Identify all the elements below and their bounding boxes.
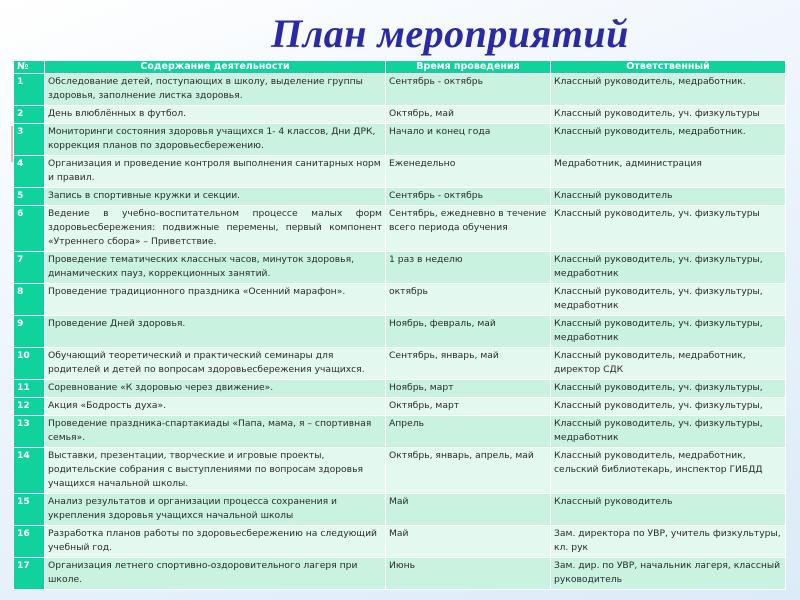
responsible-cell: Классный руководитель, уч. физкультуры, медработник bbox=[551, 284, 786, 316]
time-cell: Сентябрь, январь, май bbox=[386, 348, 551, 380]
header-number: № bbox=[14, 61, 45, 74]
time-cell: Октябрь, май bbox=[386, 106, 551, 124]
time-cell: Октябрь, март bbox=[386, 398, 551, 416]
row-number: 15 bbox=[14, 494, 45, 526]
row-number: 17 bbox=[14, 558, 45, 590]
responsible-cell: Классный руководитель bbox=[551, 494, 786, 526]
table-header-row bbox=[14, 61, 786, 74]
time-cell: Ноябрь, февраль, май bbox=[386, 316, 551, 348]
row-number: 3 bbox=[14, 124, 45, 156]
activity-cell: День влюблённых в футбол. bbox=[45, 106, 386, 124]
time-cell: Сентябрь - октябрь bbox=[386, 188, 551, 206]
table-row bbox=[14, 206, 786, 252]
row-number: 11 bbox=[14, 380, 45, 398]
responsible-cell: Классный руководитель bbox=[551, 188, 786, 206]
activity-cell: Акция «Бодрость духа». bbox=[45, 398, 386, 416]
time-cell: Октябрь, январь, апрель, май bbox=[386, 448, 551, 494]
responsible-cell: Классный руководитель, медработник. bbox=[551, 74, 786, 106]
table-row bbox=[14, 284, 786, 316]
table-row bbox=[14, 558, 786, 590]
row-number: 7 bbox=[14, 252, 45, 284]
responsible-cell: Классный руководитель, уч. физкультуры, bbox=[551, 380, 786, 398]
row-number: 4 bbox=[14, 156, 45, 188]
table-row bbox=[14, 348, 786, 380]
row-number: 14 bbox=[14, 448, 45, 494]
row-number: 13 bbox=[14, 416, 45, 448]
activity-cell: Ведение в учебно-воспитательном процессе малых форм здоровьесбережения: подвижные перемены, первый компонент «Утреннего сбора» – Приветствие. bbox=[45, 206, 386, 252]
time-cell: октябрь bbox=[386, 284, 551, 316]
activity-cell: Запись в спортивные кружки и секции. bbox=[45, 188, 386, 206]
table-row bbox=[14, 252, 786, 284]
row-number: 2 bbox=[14, 106, 45, 124]
time-cell: Сентябрь - октябрь bbox=[386, 74, 551, 106]
row-number: 9 bbox=[14, 316, 45, 348]
time-cell: 1 раз в неделю bbox=[386, 252, 551, 284]
table-row bbox=[14, 156, 786, 188]
table-row bbox=[14, 106, 786, 124]
table-row bbox=[14, 316, 786, 348]
activity-cell: Проведение тематических классных часов, минуток здоровья, динамических пауз, коррекционных занятий. bbox=[45, 252, 386, 284]
responsible-cell: Классный руководитель, медработник, директор СДК bbox=[551, 348, 786, 380]
activity-cell: Обследование детей, поступающих в школу, выделение группы здоровья, заполнение листка здоровья. bbox=[45, 74, 386, 106]
table-row bbox=[14, 380, 786, 398]
activity-cell: Соревнование «К здоровью через движение». bbox=[45, 380, 386, 398]
table-row bbox=[14, 526, 786, 558]
time-cell: Еженедельно bbox=[386, 156, 551, 188]
activity-cell: Проведение праздника-спартакиады «Папа, мама, я – спортивная семья». bbox=[45, 416, 386, 448]
header-time: Время проведения bbox=[386, 61, 551, 74]
table-row bbox=[14, 124, 786, 156]
responsible-cell: Зам. дир. по УВР, начальник лагеря, классный руководитель bbox=[551, 558, 786, 590]
time-cell: Начало и конец года bbox=[386, 124, 551, 156]
time-cell: Апрель bbox=[386, 416, 551, 448]
row-number: 1 bbox=[14, 74, 45, 106]
table-row bbox=[14, 74, 786, 106]
row-number: 8 bbox=[14, 284, 45, 316]
responsible-cell: Классный руководитель, уч. физкультуры, медработник bbox=[551, 252, 786, 284]
responsible-cell: Классный руководитель, уч. физкультуры bbox=[551, 106, 786, 124]
table-row bbox=[14, 494, 786, 526]
responsible-cell: Медработник, администрация bbox=[551, 156, 786, 188]
activity-cell: Организация и проведение контроля выполнения санитарных норм и правил. bbox=[45, 156, 386, 188]
time-cell: Ноябрь, март bbox=[386, 380, 551, 398]
activity-cell: Выставки, презентации, творческие и игровые проекты, родительские собрания с выступлениями по вопросам здоровья учащихся начальной школы. bbox=[45, 448, 386, 494]
events-plan-table bbox=[13, 60, 786, 590]
time-cell: Сентябрь, ежедневно в течение всего периода обучения bbox=[386, 206, 551, 252]
responsible-cell: Классный руководитель, уч. физкультуры, медработник bbox=[551, 416, 786, 448]
responsible-cell: Классный руководитель, уч. физкультуры, медработник bbox=[551, 316, 786, 348]
table-row bbox=[14, 188, 786, 206]
header-activity: Содержание деятельности bbox=[45, 61, 386, 74]
activity-cell: Разработка планов работы по здоровьесбережению на следующий учебный год. bbox=[45, 526, 386, 558]
responsible-cell: Зам. директора по УВР, учитель физкультуры, кл. рук bbox=[551, 526, 786, 558]
activity-cell: Обучающий теоретический и практический семинары для родителей и детей по вопросам здоровьесбережения учащихся. bbox=[45, 348, 386, 380]
header-responsible: Ответственный bbox=[551, 61, 786, 74]
time-cell: Июнь bbox=[386, 558, 551, 590]
responsible-cell: Классный руководитель, уч. физкультуры bbox=[551, 206, 786, 252]
row-number: 5 bbox=[14, 188, 45, 206]
row-number: 10 bbox=[14, 348, 45, 380]
activity-cell: Проведение Дней здоровья. bbox=[45, 316, 386, 348]
table-row bbox=[14, 448, 786, 494]
page-title: План мероприятий bbox=[271, 11, 629, 56]
responsible-cell: Классный руководитель, медработник, сельский библиотекарь, инспектор ГИБДД bbox=[551, 448, 786, 494]
responsible-cell: Классный руководитель, уч. физкультуры, bbox=[551, 398, 786, 416]
time-cell: Май bbox=[386, 526, 551, 558]
table-row bbox=[14, 398, 786, 416]
responsible-cell: Классный руководитель, медработник. bbox=[551, 124, 786, 156]
row-number: 12 bbox=[14, 398, 45, 416]
activity-cell: Проведение традиционного праздника «Осенний марафон». bbox=[45, 284, 386, 316]
row-number: 16 bbox=[14, 526, 45, 558]
table-row bbox=[14, 416, 786, 448]
row-number: 6 bbox=[14, 206, 45, 252]
activity-cell: Анализ результатов и организации процесса сохранения и укрепления здоровья учащихся начальной школы bbox=[45, 494, 386, 526]
activity-cell: Мониторинги состояния здоровья учащихся 1- 4 классов, Дни ДРК, коррекция планов по здоровьесбережению. bbox=[45, 124, 386, 156]
time-cell: Май bbox=[386, 494, 551, 526]
activity-cell: Организация летнего спортивно-оздоровительного лагеря при школе. bbox=[45, 558, 386, 590]
